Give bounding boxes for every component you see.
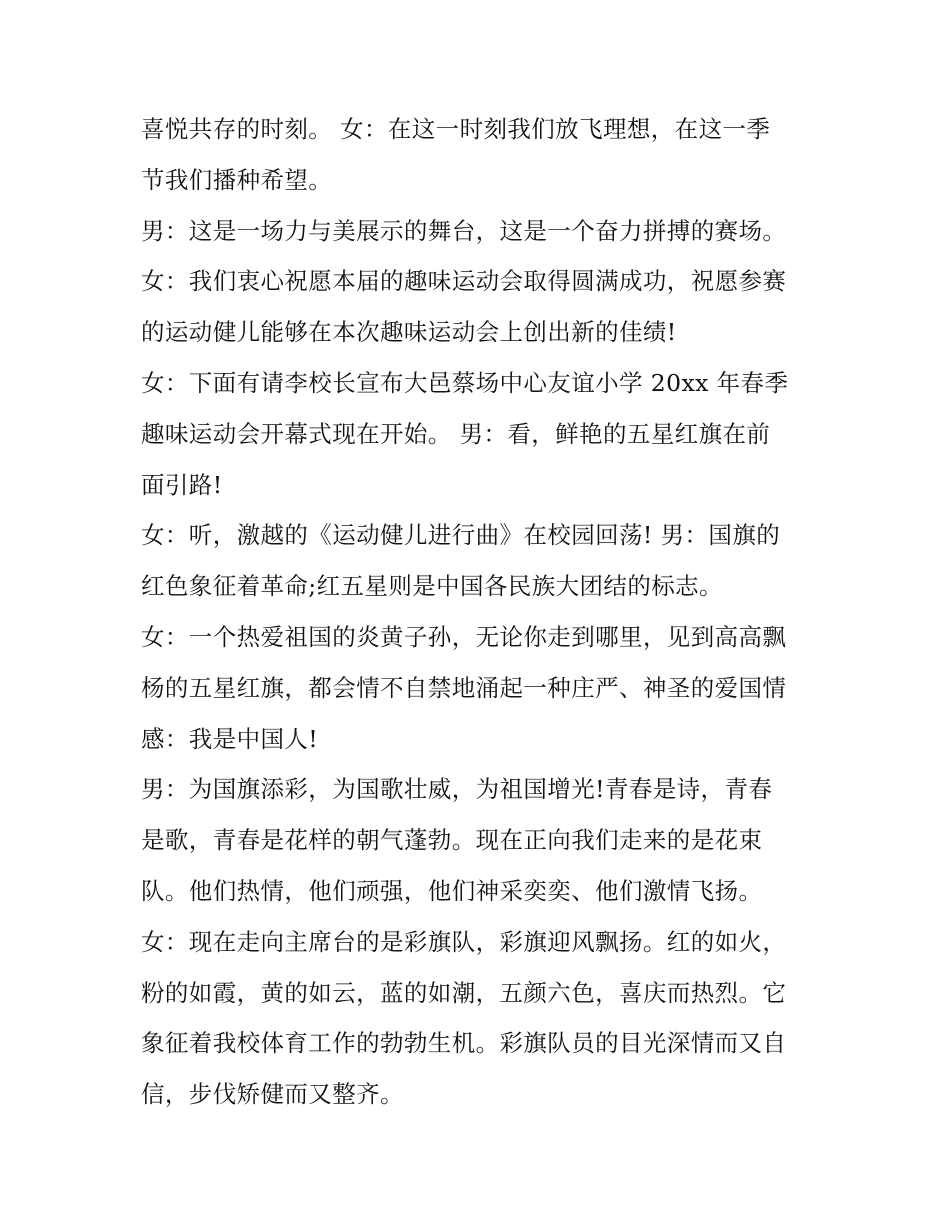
text-line: 女：我们衷心祝愿本届的趣味运动会取得圆满成功，祝愿参赛 [141,267,787,296]
text-line: 女：听，激越的《运动健儿进行曲》在校园回荡! 男：国旗的 [141,521,781,550]
text-line: 红色象征着革命;红五星则是中国各民族大团结的标志。 [141,572,723,601]
text-line: 象征着我校体育工作的勃勃生机。彩旗队员的目光深情而又自 [141,1029,787,1058]
text-line: 喜悦共存的时刻。 女：在这一时刻我们放飞理想，在这一季 [141,115,771,143]
text-line: 女：下面有请李校长宣布大邑蔡场中心友谊小学 20xx 年春季 [141,368,789,397]
text-line: 男：这是一场力与美展示的舞台，这是一个奋力拼搏的赛场。 [141,216,787,245]
text-line: 是歌，青春是花样的朝气蓬勃。现在正向我们走来的是花束 [141,826,763,855]
text-line: 节我们播种希望。 [141,165,333,194]
text-line: 杨的五星红旗，都会情不自禁地涌起一种庄严、神圣的爱国情 [141,673,787,702]
text-line: 女：现在走向主席台的是彩旗队，彩旗迎风飘扬。红的如火， [141,927,787,956]
text-line: 的运动健儿能够在本次趣味运动会上创出新的佳绩! [141,318,677,347]
document-body [141,104,821,1120]
text-line: 趣味运动会开幕式现在开始。 男：看，鲜艳的五星红旗在前 [141,419,771,448]
text-line: 男：为国旗添彩，为国歌壮威，为祖国增光!青春是诗，青春 [141,775,773,804]
text-line: 面引路! [141,470,223,499]
text-line: 女：一个热爱祖国的炎黄子孙，无论你走到哪里，见到高高飘 [141,622,787,651]
text-line: 感：我是中国人! [141,724,319,753]
text-line: 信，步伐矫健而又整齐。 [141,1080,404,1109]
text-line: 队。他们热情，他们顽强，他们神采奕奕、他们激情飞扬。 [141,876,763,905]
text-line: 粉的如霞，黄的如云，蓝的如潮，五颜六色，喜庆而热烈。它 [141,978,787,1007]
